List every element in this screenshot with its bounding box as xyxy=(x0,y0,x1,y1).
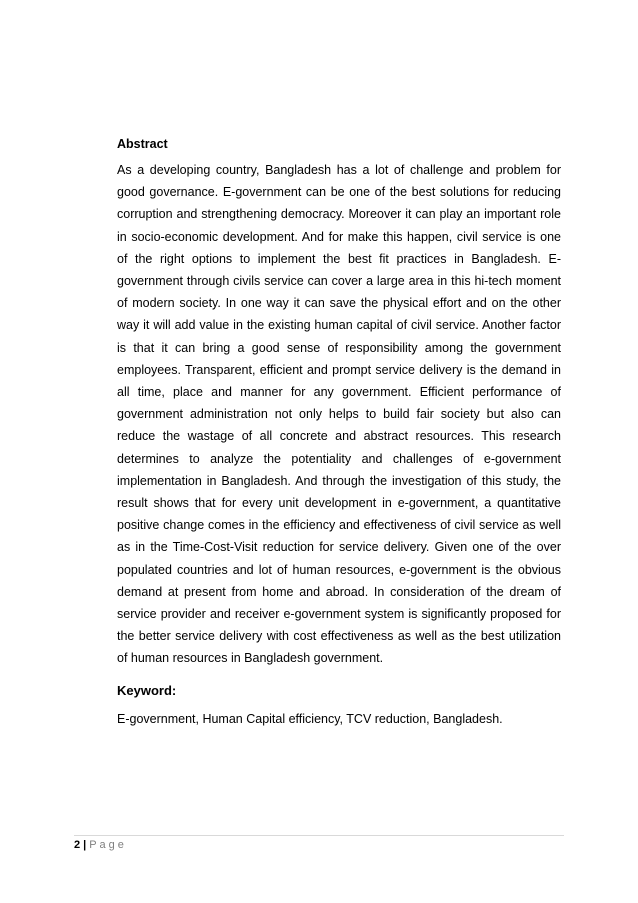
abstract-body: As a developing country, Bangladesh has a lot of challenge and problem for good governance. E-government can be one of the best solutions for reducing corruption and strengthening democracy. Moreover it can play an important role in socio-economic development. And for make this happen, civil service is one of the right options to implement the best fit practices in Bangladesh. E-government through civils service can cover a large area in this hi-tech moment of modern society. In one way it can save the physical effort and on the other way it will add value in the existing human capital of civil service. Another factor is that it can bring a good sense of responsibility among the government employees. Transparent, efficient and prompt service delivery is the demand in all time, place and manner for any government. Efficient performance of government administration not only helps to build fair society but also can reduce the wastage of all concrete and abstract resources. This research determines to analyze the potentiality and challenges of e-government implementation in Bangladesh. And through the investigation of this study, the result shows that for every unit development in e-government, a quantitative positive change comes in the efficiency and effectiveness of civil service as well as in the Time-Cost-Visit reduction for service delivery. Given one of the over populated countries and lot of human resources, e-government is the obvious demand at present from home and abroad. In consideration of the dream of service provider and receiver e-government system is significantly proposed for the better service delivery with cost effectiveness as well as the best utilization of human resources in Bangladesh government. xyxy=(117,163,561,666)
keyword-heading: Keyword: xyxy=(117,683,177,698)
abstract-heading: Abstract xyxy=(117,137,168,151)
footer-divider xyxy=(74,835,564,836)
page-number: 2 xyxy=(74,839,81,851)
footer-separator: | xyxy=(83,839,87,851)
page-label: Page xyxy=(89,839,127,851)
keyword-list: E-government, Human Capital efficiency, TCV reduction, Bangladesh. xyxy=(117,712,503,726)
page-footer xyxy=(74,838,127,852)
